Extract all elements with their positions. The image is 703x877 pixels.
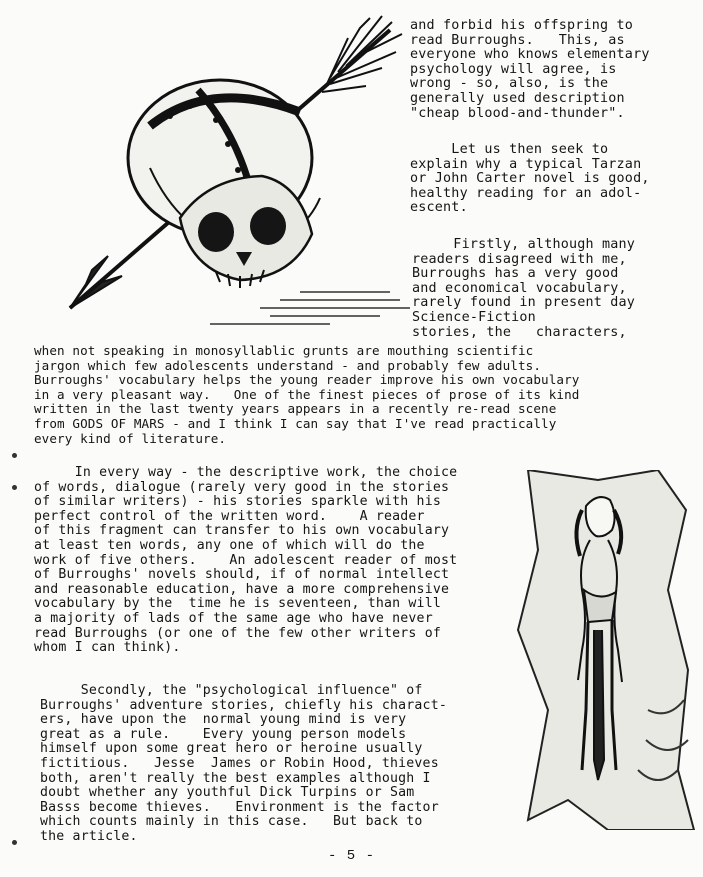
text-line: read Burroughs. This, as (410, 32, 625, 48)
text-line: great as a rule. Every young person models (40, 726, 407, 742)
paragraph-5 (40, 684, 447, 845)
text-line: fictitious. Jesse James or Robin Hood, thieves (40, 755, 439, 771)
binder-hole-1 (12, 453, 17, 458)
skull-helmet-arrow-illustration (30, 8, 420, 338)
text-line: the article. (40, 828, 138, 844)
text-line: from GODS OF MARS - and I think I can say that I've read practically (34, 415, 557, 431)
text-line: and reasonable education, have a more comprehensive (34, 581, 450, 597)
text-line: healthy reading for an adol- (410, 185, 642, 201)
text-line: doubt whether any youthful Dick Turpins or Sam (40, 785, 415, 801)
text-line: Science-Fiction (412, 309, 536, 325)
text-line: explain why a typical Tarzan (410, 156, 642, 172)
text-line: stories, the characters, (412, 324, 627, 340)
text-line: everyone who knows elementary (410, 47, 650, 63)
text-line: psychology will agree, is (410, 61, 617, 77)
text-line: and economical vocabulary, (412, 280, 627, 296)
text-line: which counts mainly in this case. But back to (40, 814, 423, 830)
text-line: in a very pleasant way. One of the finest pieces of prose of its kind (34, 386, 580, 402)
text-line: of Burroughs' novels should, if of normal intellect (34, 567, 450, 583)
text-line: Burroughs' adventure stories, chiefly his charact- (40, 697, 447, 713)
text-line: rarely found in present day (412, 295, 636, 311)
text-line: at least ten words, any one of which will do the (34, 537, 425, 553)
text-line: Secondly, the "psychological influence" of (40, 683, 423, 698)
text-line: himself upon some great hero or heroine usually (40, 741, 423, 757)
text-line: In every way - the descriptive work, the choice (34, 465, 458, 480)
text-line: when not speaking in monosyllablic grunts are mouthing scientific (34, 343, 534, 358)
paragraph-4 (34, 466, 457, 656)
text-line: Basss become thieves. Environment is the factor (40, 799, 439, 815)
text-line: of this fragment can transfer to his own vocabulary (34, 523, 450, 539)
paragraph-3 (412, 238, 635, 340)
text-line: Burroughs' vocabulary helps the young reader improve his own vocabulary (34, 372, 580, 388)
text-line: written in the last twenty years appears in a recently re-read scene (34, 401, 557, 417)
text-line: Burroughs has a very good (412, 266, 619, 282)
text-line: of words, dialogue (rarely very good in the stories (34, 479, 450, 495)
text-line: ers, have upon the normal young mind is very (40, 712, 407, 728)
text-line: jargon which few adolescents understand - and probably few adults. (34, 357, 542, 373)
paragraph-1 (410, 19, 650, 121)
binder-hole-3 (12, 840, 17, 845)
text-line: a majority of lads of the same age who have never (34, 610, 433, 626)
text-line: every kind of literature. (34, 430, 227, 446)
text-line: perfect control of the written word. A reader (34, 508, 425, 524)
text-line: of similar writers) - his stories sparkle with his (34, 494, 441, 510)
text-line: read Burroughs (or one of the few other writers of (34, 625, 441, 641)
binder-hole-2 (12, 485, 17, 490)
paragraph-3-continued (34, 344, 579, 446)
text-line: Firstly, although many (412, 237, 636, 252)
text-line: Let us then seek to (410, 142, 609, 157)
paragraph-2 (410, 143, 650, 216)
text-line: readers disagreed with me, (412, 251, 627, 267)
text-line: vocabulary by the time he is seventeen, than will (34, 596, 441, 612)
text-line: and forbid his offspring to (410, 18, 634, 33)
female-figure-illustration (508, 470, 700, 830)
text-line: or John Carter novel is good, (410, 171, 650, 187)
page-number: - 5 - (328, 848, 376, 864)
text-line: work of five others. An adolescent reader of most (34, 552, 458, 568)
text-line: wrong - so, also, is the (410, 76, 609, 92)
text-line: whom I can think). (34, 640, 181, 656)
ground-hatching (210, 292, 410, 324)
text-line: both, aren't really the best examples although I (40, 770, 431, 786)
text-line: generally used description (410, 90, 625, 106)
text-line: escent. (410, 200, 468, 216)
text-line: "cheap blood-and-thunder". (410, 105, 625, 121)
